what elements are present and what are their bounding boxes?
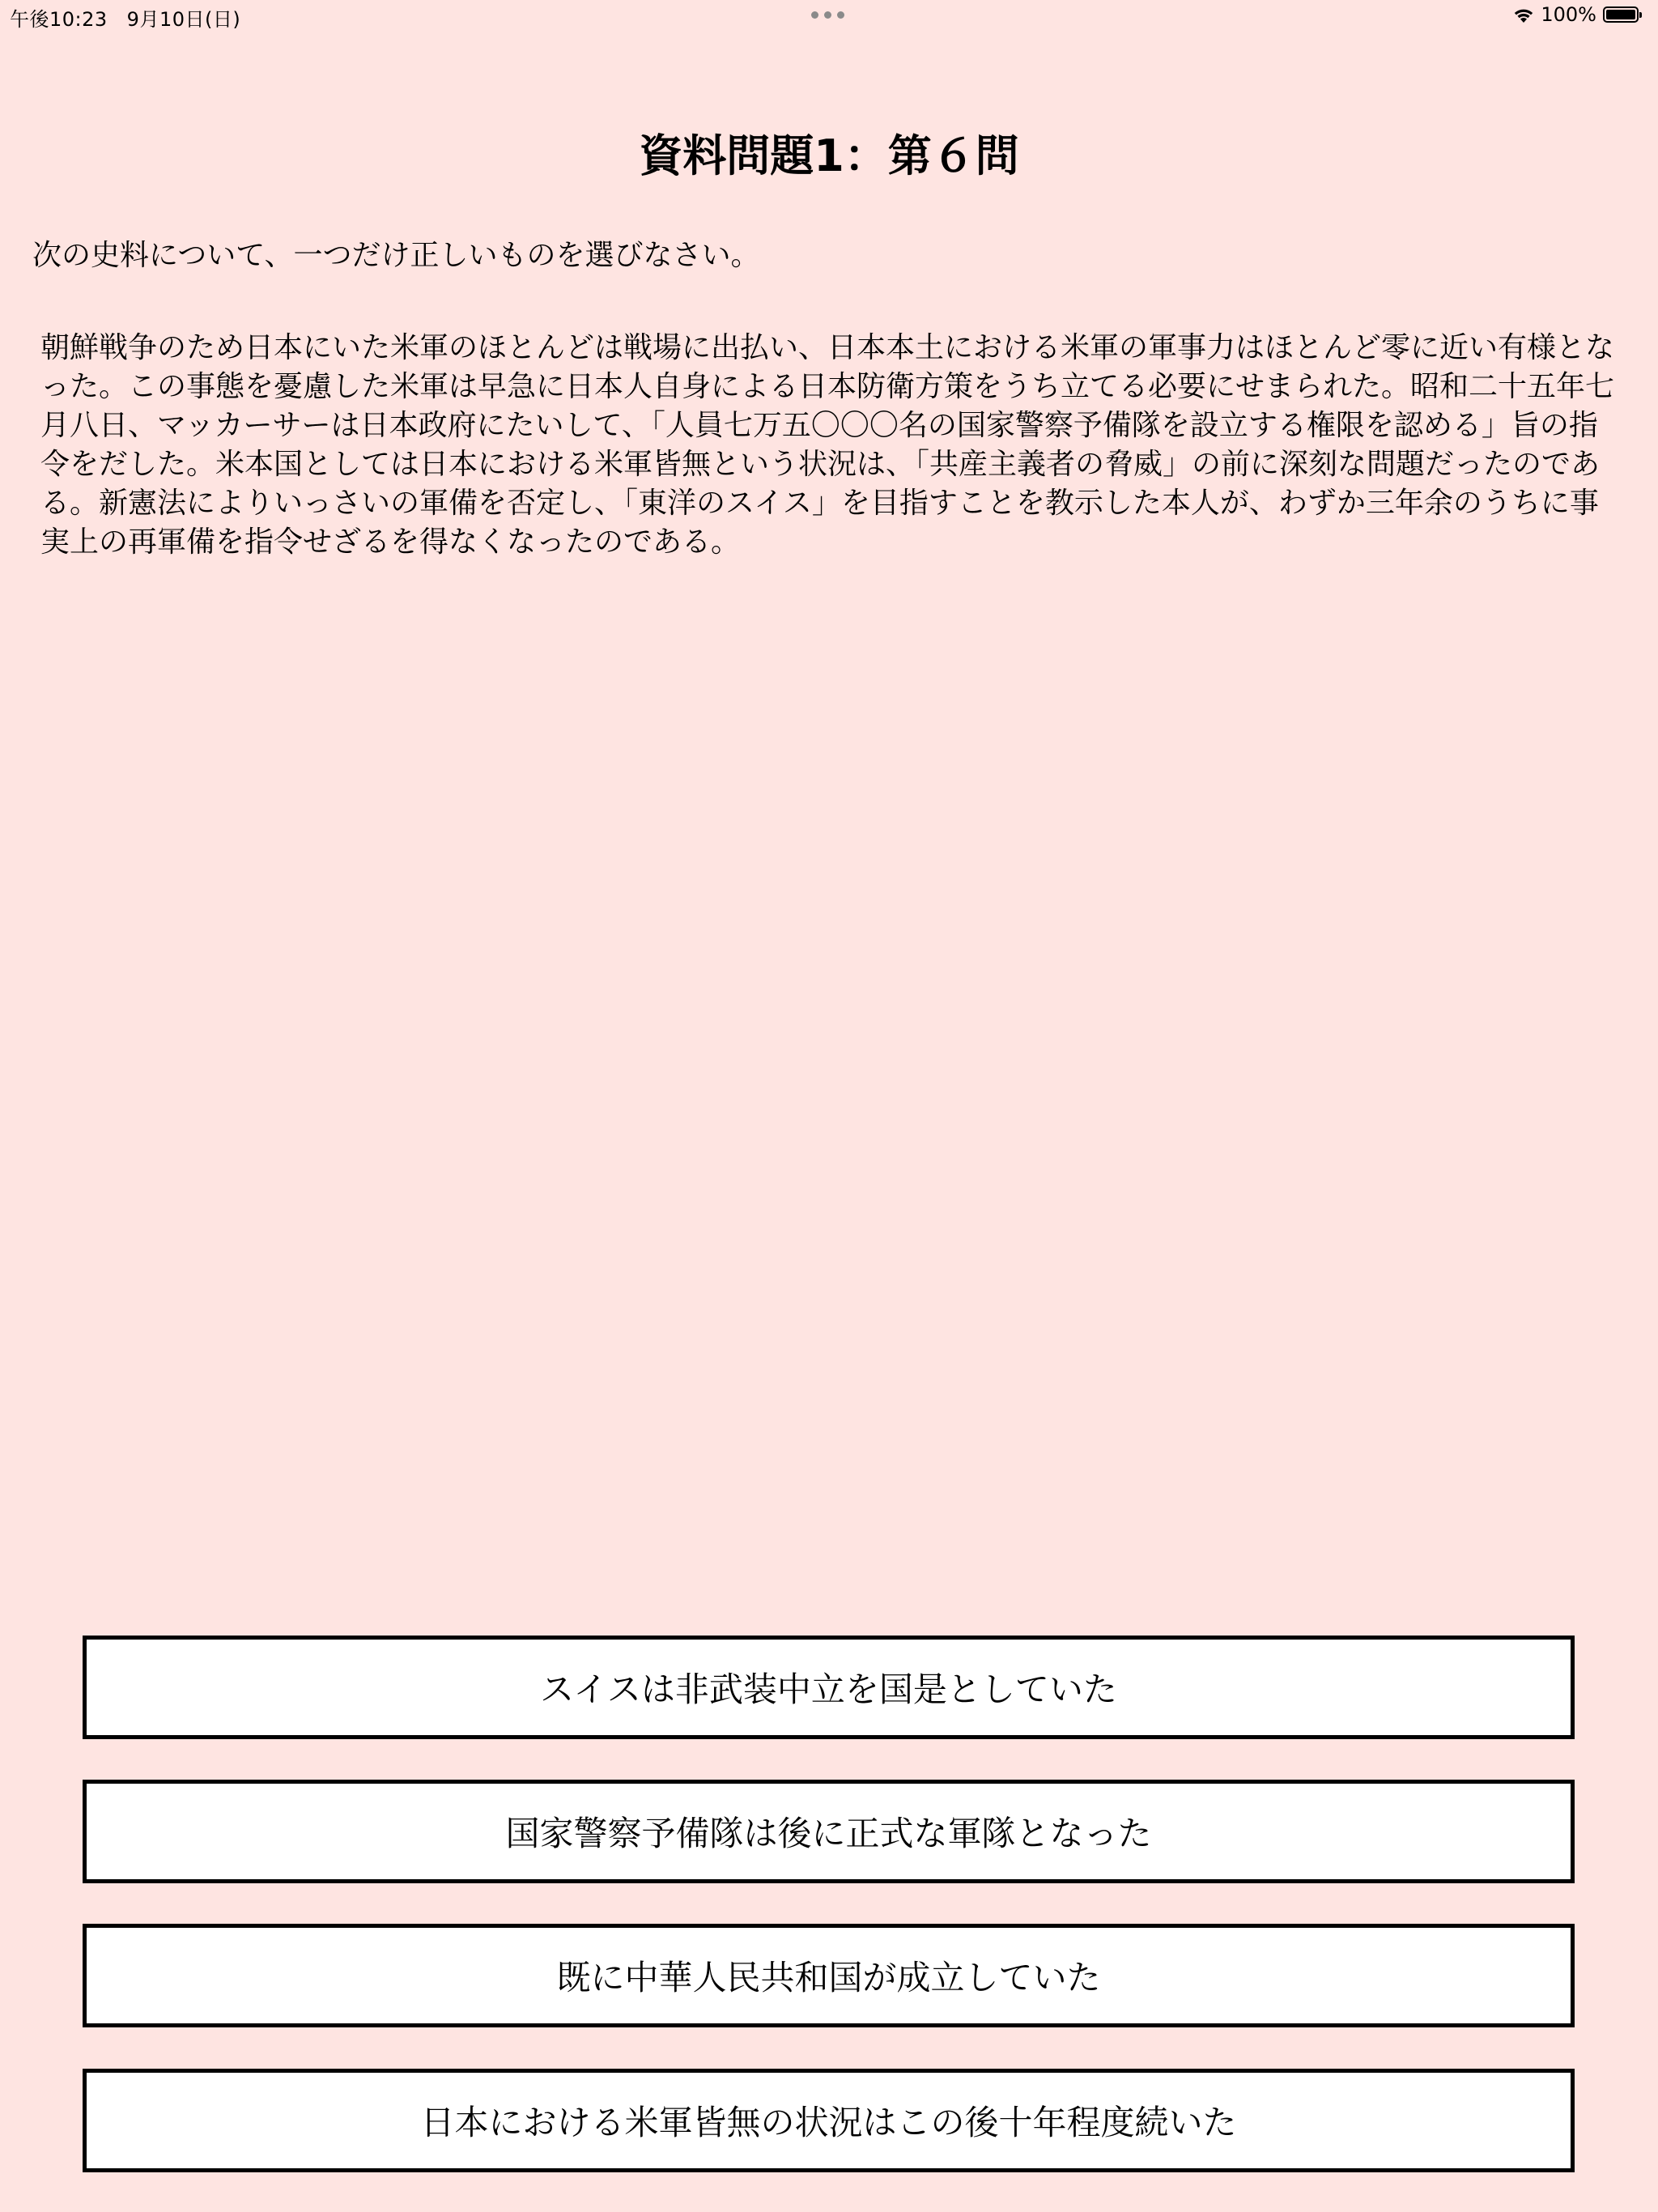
battery-percentage: 100% — [1541, 3, 1596, 26]
battery-icon — [1603, 6, 1639, 23]
status-indicators — [1511, 3, 1639, 26]
status-time: 午後10:23 — [10, 8, 108, 31]
answer-choice-4[interactable]: 日本における米軍皆無の状況はこの後十年程度続いた — [83, 2069, 1575, 2172]
multitasking-dots-icon[interactable] — [811, 11, 844, 19]
status-time-date — [10, 3, 260, 32]
wifi-icon — [1511, 5, 1536, 24]
question-instruction: 次の史料について、一つだけ正しいものを選びなさい。 — [32, 239, 760, 272]
answer-choice-2[interactable]: 国家警察予備隊は後に正式な軍隊となった — [83, 1780, 1575, 1883]
status-bar — [0, 0, 1658, 32]
page-title: 資料問題1：第６問 — [639, 130, 1019, 181]
battery-level-fill — [1606, 10, 1635, 19]
answer-choice-1[interactable]: スイスは非武装中立を国是としていた — [83, 1636, 1575, 1739]
status-date: 9月10日(日) — [126, 8, 241, 31]
source-passage: 朝鮮戦争のため日本にいた米軍のほとんどは戦場に出払い、日本本土における米軍の軍事力はほとんど零に近い有様となった。この事態を憂慮した米軍は早急に日本人自身による日本防衛方策をうち立てる必要にせまられた。昭和二十五年七月八日、マッカーサーは日本政府にたいして、「人員七万五〇〇〇名の国家警察予備隊を設立する権限を認める」旨の指令をだした。米本国としては日本における米軍皆無という状況は、「共産主義者の脅威」の前に深刻な問題だったのである。新憲法によりいっさいの軍備を否定し、「東洋のスイス」を目指すことを教示した本人が、わずか三年余のうちに事実上の再軍備を指令せざるを得なくなったのである。 — [40, 331, 1615, 559]
answer-choice-3[interactable]: 既に中華人民共和国が成立していた — [83, 1924, 1575, 2027]
